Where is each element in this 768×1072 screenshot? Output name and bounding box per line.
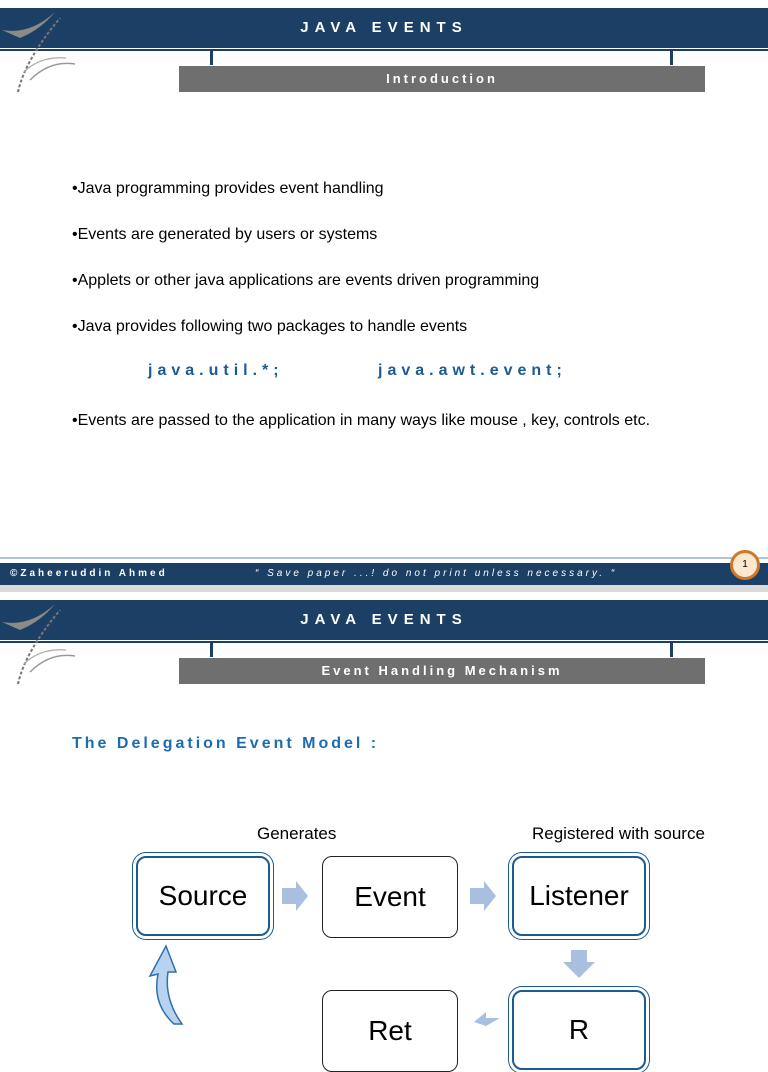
divider-tick — [210, 641, 213, 657]
divider-line — [0, 49, 768, 51]
divider-line — [0, 641, 768, 643]
divider-tick — [210, 49, 213, 65]
bullet-item: •Applets or other java applications are events driven programming — [72, 272, 540, 289]
divider-tick — [670, 49, 673, 65]
footer-divider — [0, 557, 768, 559]
section-subtitle: Introduction — [179, 66, 705, 92]
arrow-down-icon — [562, 948, 596, 980]
arrow-right-icon — [468, 880, 498, 912]
slide-event-handling — [0, 592, 768, 1046]
divider-tick — [670, 641, 673, 657]
bullet-item: •Java programming provides event handling — [72, 180, 384, 197]
slide-separator — [0, 585, 768, 592]
footer-note: “ Save paper ...! do not print unless necessary. “ — [255, 568, 618, 579]
page-number: 1 — [730, 550, 760, 580]
delegation-heading: The Delegation Event Model : — [72, 735, 380, 752]
swirl-logo-icon — [0, 0, 90, 95]
curved-arrow-up-icon — [142, 944, 192, 1024]
bullet-item: •Events are passed to the application in many ways like mouse , key, controls etc. — [72, 412, 651, 429]
source-box: Source — [136, 856, 270, 936]
bullet-item: •Java provides following two packages to handle events — [72, 318, 468, 335]
package-util: java.util.*; — [148, 362, 284, 379]
footer-author: ©Zaheeruddin Ahmed — [10, 568, 168, 579]
registered-label: Registered with source — [532, 824, 705, 843]
swirl-logo-icon — [0, 592, 90, 687]
arrow-left-icon — [472, 1012, 502, 1026]
response-box: Ret — [322, 990, 458, 1072]
section-subtitle: Event Handling Mechanism — [179, 658, 705, 684]
slide-title: JAVA EVENTS — [300, 19, 468, 36]
event-box: Event — [322, 856, 458, 938]
slide-title: JAVA EVENTS — [300, 611, 468, 628]
generates-label: Generates — [257, 824, 337, 843]
bullet-list — [72, 176, 752, 360]
package-awt-event: java.awt.event; — [378, 362, 567, 379]
bullet-item: •Events are generated by users or systems — [72, 226, 378, 243]
listener-box: Listener — [512, 856, 646, 936]
handler-box: R — [512, 990, 646, 1070]
arrow-right-icon — [280, 880, 310, 912]
